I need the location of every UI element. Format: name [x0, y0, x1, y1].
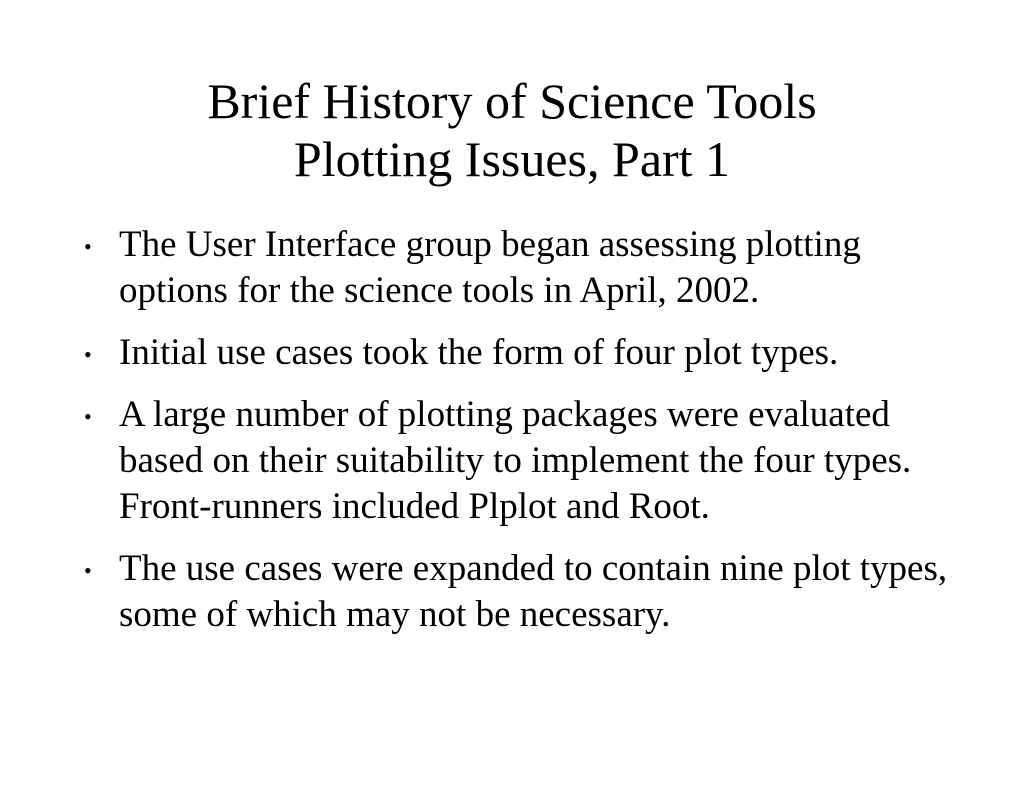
- slide-title: [0, 72, 1024, 188]
- bullet-icon: •: [84, 558, 92, 583]
- bullet-list: [0, 222, 1024, 654]
- bullet-icon: •: [84, 342, 92, 367]
- slide-title-line-2: Plotting Issues, Part 1: [293, 131, 731, 187]
- bullet-item: [0, 392, 1024, 530]
- slide-title-line-1: Brief History of Science Tools: [207, 73, 817, 129]
- bullet-text: Initial use cases took the form of four plot types.: [119, 332, 839, 373]
- bullet-item: [0, 330, 1024, 376]
- bullet-item: [0, 546, 1024, 638]
- bullet-icon: •: [84, 234, 92, 259]
- bullet-icon: •: [84, 404, 92, 429]
- bullet-text: The use cases were expanded to contain nine plot types, some of which may not be necessary.: [119, 548, 948, 635]
- bullet-item: [0, 222, 1024, 314]
- bullet-text: A large number of plotting packages were evaluated based on their suitability to implement the four types. Front-runners included Plplot and Root.: [119, 394, 912, 527]
- bullet-text: The User Interface group began assessing plotting options for the science tools in April, 2002.: [119, 224, 861, 311]
